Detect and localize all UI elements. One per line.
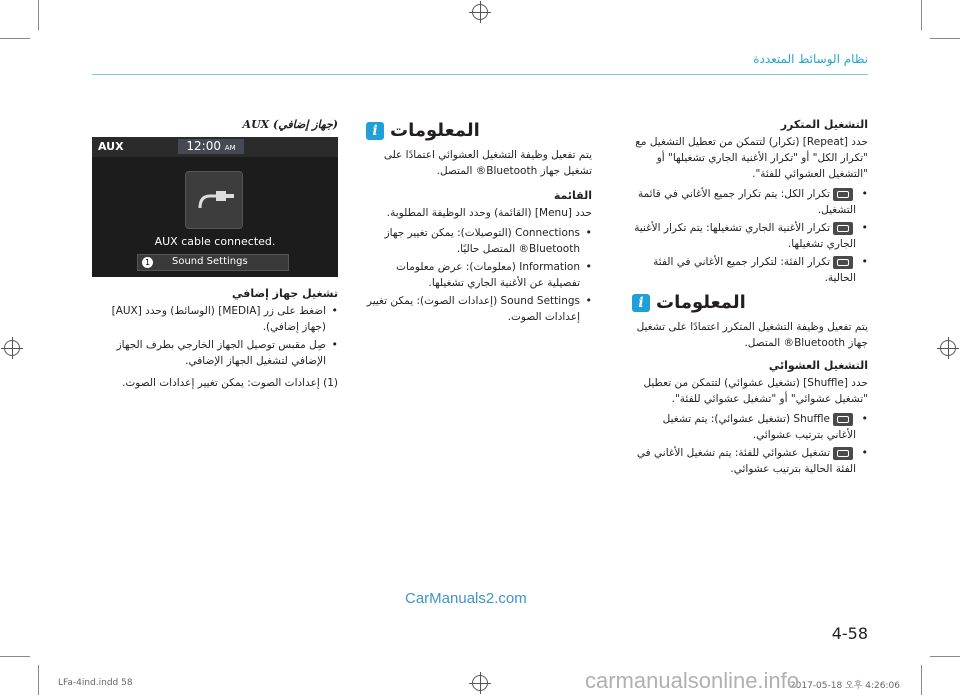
info-heading: المعلومات [656,292,746,313]
list-item: • Connections (التوصيلات): يمكن تغيير جهاز Bluetooth® المتصل حاليًا. [366,225,592,257]
shuffle-folder-icon [833,447,853,460]
bottom-watermark: carmanualsonline.info [585,668,800,693]
sound-settings-button[interactable] [137,254,289,271]
right-column [632,118,868,483]
menu-list [366,225,592,325]
callout-number: 1 [142,257,153,268]
info-icon: i [632,294,650,312]
crop-mark [38,0,39,30]
info-block-heading [632,292,868,313]
list-item: • صِل مقبس توصيل الجهاز الخارجي بطرف الجهاز الإضافي لتشغيل الجهاز الإضافي. [92,337,338,369]
registration-mark-icon [472,675,488,691]
repeat-heading: التشغيل المتكرر [780,118,868,131]
watermark: CarManuals2.com [405,590,527,607]
info-heading: المعلومات [390,120,480,141]
list-item: • تكرار الأغنية الجاري تشغيلها: يتم تكرار الأغنية الجاري تشغيلها. [632,220,868,252]
clock: 12:00 AM [178,139,244,154]
list-item: • تكرار الكل: يتم تكرار جميع الأغاني في قائمة التشغيل. [632,186,868,218]
header-divider [92,74,868,75]
repeat-folder-icon [833,256,853,269]
menu-intro: حدد [Menu] (القائمة) وحدد الوظيفة المطلوبة. [386,207,592,219]
crop-mark [0,38,30,39]
crop-mark [0,656,30,657]
repeat-one-icon [833,222,853,235]
shuffle-intro: حدد [Shuffle] (تشغيل عشوائي) لتتمكن من تعطيل "تشغيل عشوائي" أو "تشغيل عشوائي للفئة". [643,377,868,405]
registration-mark-icon [472,4,488,20]
repeat-intro: حدد [Repeat] (تكرار) لتتمكن من تعطيل التشغيل مع "تكرار الكل" أو "تكرار الأغنية الجاري تشغيلها" أو "التشغيل العشوائي للفئة". [635,136,868,180]
crop-mark [921,665,922,695]
list-item: • اضغط على زر [MEDIA] (الوسائط) وحدد [AUX] (جهاز إضافي). [92,303,338,335]
connection-message: AUX cable connected. [154,235,276,248]
repeat-list [632,186,868,286]
shuffle-list [632,411,868,477]
info-text: يتم تفعيل وظيفة التشغيل العشوائي اعتمادًا على تشغيل جهاز Bluetooth® المتصل. [383,149,592,177]
registration-mark-icon [4,340,20,356]
list-item: • Information (معلومات): عرض معلومات تفصيلية عن الأغنية الجاري تشغيلها. [366,259,592,291]
numbered-note: (1) إعدادات الصوت: يمكن تغيير إعدادات الصوت. [122,377,338,389]
list-item: • تكرار الفئة: لتكرار جميع الأغاني في الفئة الحالية. [632,254,868,286]
crop-mark [921,0,922,30]
aux-screen [92,137,338,277]
aux-title: AUX (جهاز إضافي) [242,118,338,131]
left-column [92,118,338,395]
list-item: • تشغيل عشوائي للفئة: يتم تشغيل الأغاني في الفئة الحالية بترتيب عشوائي. [632,445,868,477]
list-item: • Sound Settings (إعدادات الصوت): يمكن تغيير إعدادات الصوت. [366,293,592,325]
play-aux-list [92,303,338,369]
menu-heading: القائمة [553,189,592,202]
play-aux-heading: تشغيل جهاز إضافي [231,287,338,300]
middle-column [366,118,592,331]
info-icon: i [366,122,384,140]
crop-mark [930,656,960,657]
info-text: يتم تفعيل وظيفة التشغيل المتكرر اعتمادًا على تشغيل جهاز Bluetooth® المتصل. [636,321,868,349]
registration-mark-icon [940,340,956,356]
sound-settings-label: Sound Settings [172,256,248,267]
shuffle-heading: التشغيل العشوائي [768,359,868,372]
section-header: نظام الوسائط المتعددة [753,52,868,66]
crop-mark [930,38,960,39]
repeat-all-icon [833,188,853,201]
page-number: 4-58 [831,624,868,643]
list-item: • Shuffle (تشغيل عشوائي): يتم تشغيل الأغاني بترتيب عشوائي. [632,411,868,443]
footer-file: LFa-4ind.indd 58 [58,678,133,688]
aux-plug-icon [185,171,243,229]
crop-mark [38,665,39,695]
info-block-heading [366,120,592,141]
shuffle-icon [833,413,853,426]
footer-date: 2017-05-18 오후 4:26:06 [789,681,900,691]
source-label: AUX [98,140,124,153]
